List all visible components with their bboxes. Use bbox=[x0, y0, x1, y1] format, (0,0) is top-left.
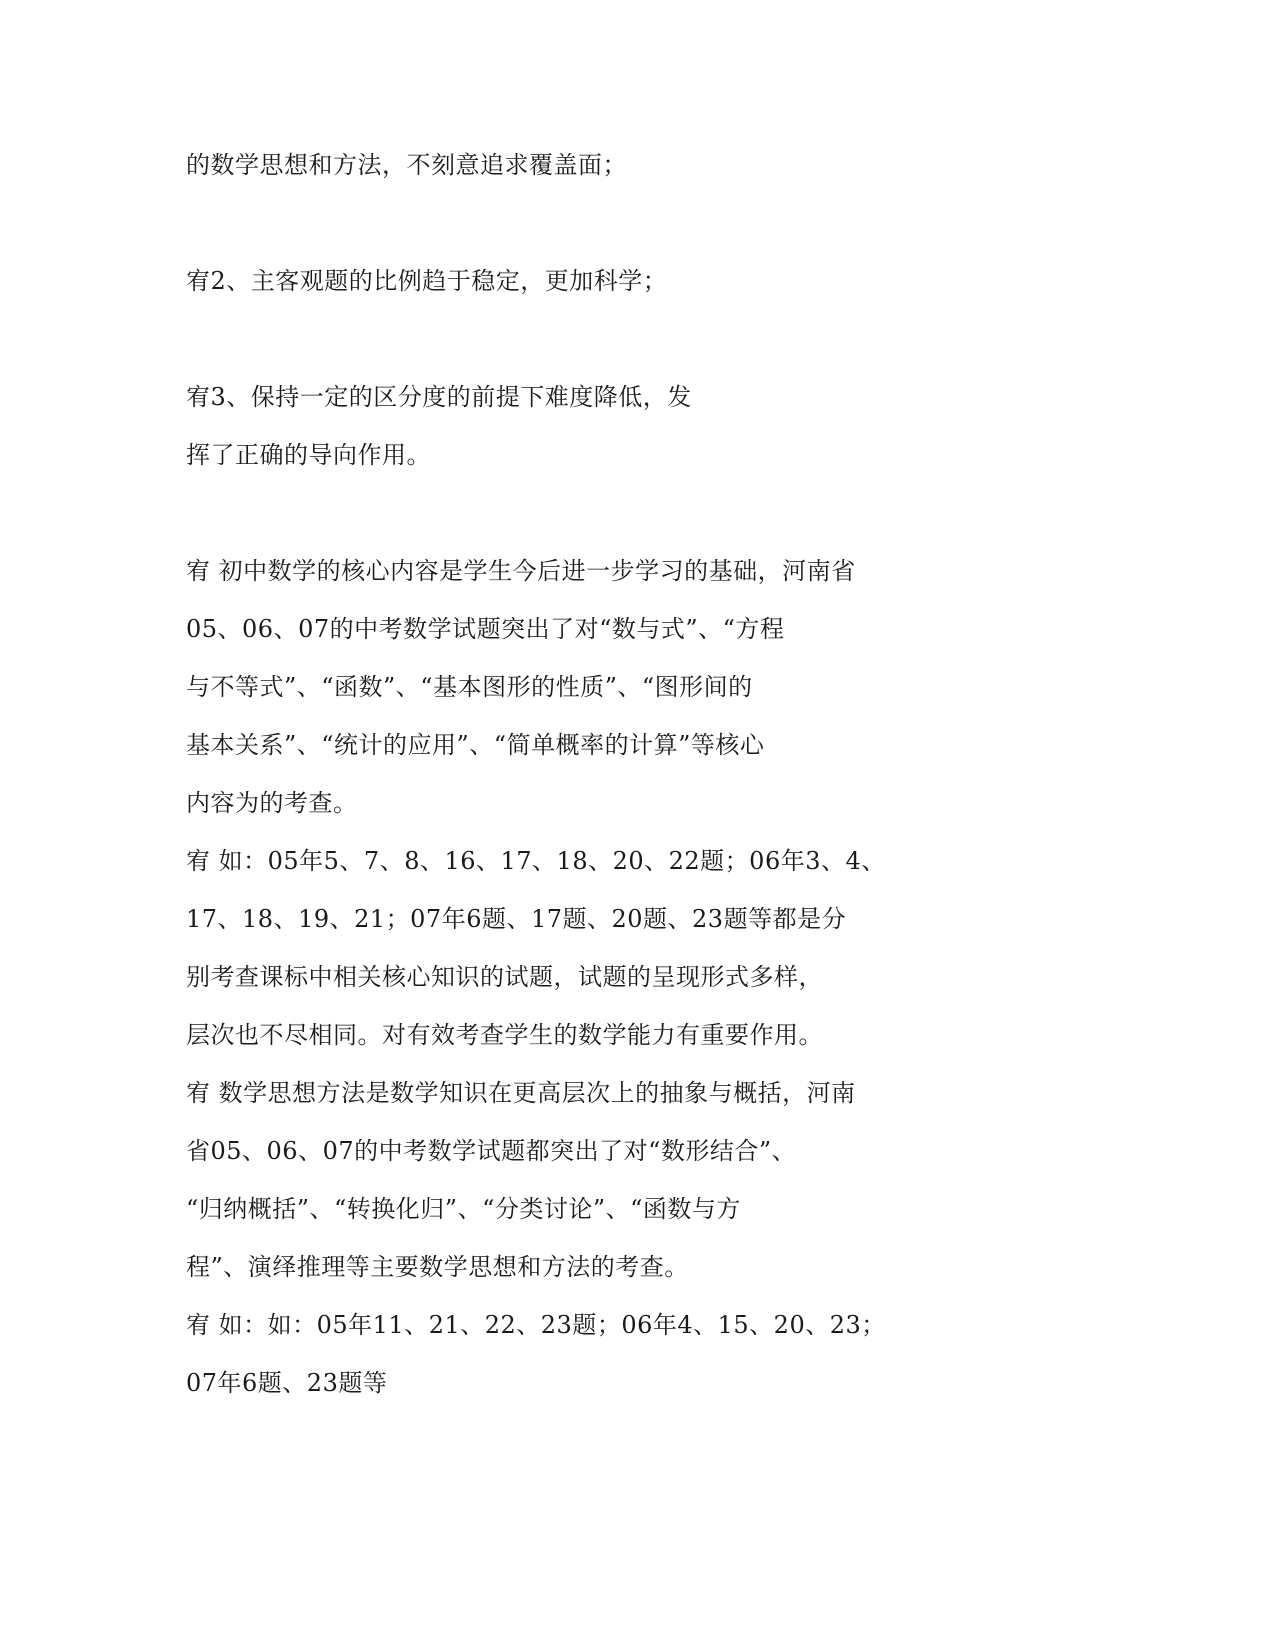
text-line-4: 挥了正确的导向作用。 bbox=[186, 441, 431, 469]
text-line-18: 宥 如：如：05年11、21、22、23题；06年4、15、20、23； bbox=[186, 1311, 886, 1339]
text-line-17: 程”、演绎推理等主要数学思想和方法的考查。 bbox=[186, 1253, 689, 1281]
text-line-10: 宥 如：05年5、7、8、16、17、18、20、22题；06年3、4、 bbox=[186, 847, 886, 875]
text-line-7: 与不等式”、“函数”、“基本图形的性质”、“图形间的 bbox=[186, 673, 753, 701]
text-line-3: 宥3、保持一定的区分度的前提下难度降低，发 bbox=[186, 383, 692, 411]
text-line-14: 宥 数学思想方法是数学知识在更高层次上的抽象与概括，河南 bbox=[186, 1079, 856, 1107]
text-line-6: 05、06、07的中考数学试题突出了对“数与式”、“方程 bbox=[186, 615, 785, 643]
text-line-15: 省05、06、07的中考数学试题都突出了对“数形结合”、 bbox=[186, 1137, 797, 1165]
text-line-13: 层次也不尽相同。对有效考查学生的数学能力有重要作用。 bbox=[186, 1021, 823, 1049]
text-line-12: 别考查课标中相关核心知识的试题，试题的呈现形式多样， bbox=[186, 963, 823, 991]
text-line-5: 宥 初中数学的核心内容是学生今后进一步学习的基础，河南省 bbox=[186, 557, 856, 585]
text-line-8: 基本关系”、“统计的应用”、“简单概率的计算”等核心 bbox=[186, 731, 765, 759]
text-line-16: “归纳概括”、“转换化归”、“分类讨论”、“函数与方 bbox=[186, 1195, 741, 1223]
text-line-19: 07年6题、23题等 bbox=[186, 1369, 388, 1397]
text-line-2: 宥2、主客观题的比例趋于稳定，更加科学； bbox=[186, 267, 668, 295]
text-line-11: 17、18、19、21；07年6题、17题、20题、23题等都是分 bbox=[186, 905, 847, 933]
text-line-1: 的数学思想和方法，不刻意追求覆盖面； bbox=[186, 151, 627, 179]
text-line-9: 内容为的考查。 bbox=[186, 789, 358, 817]
